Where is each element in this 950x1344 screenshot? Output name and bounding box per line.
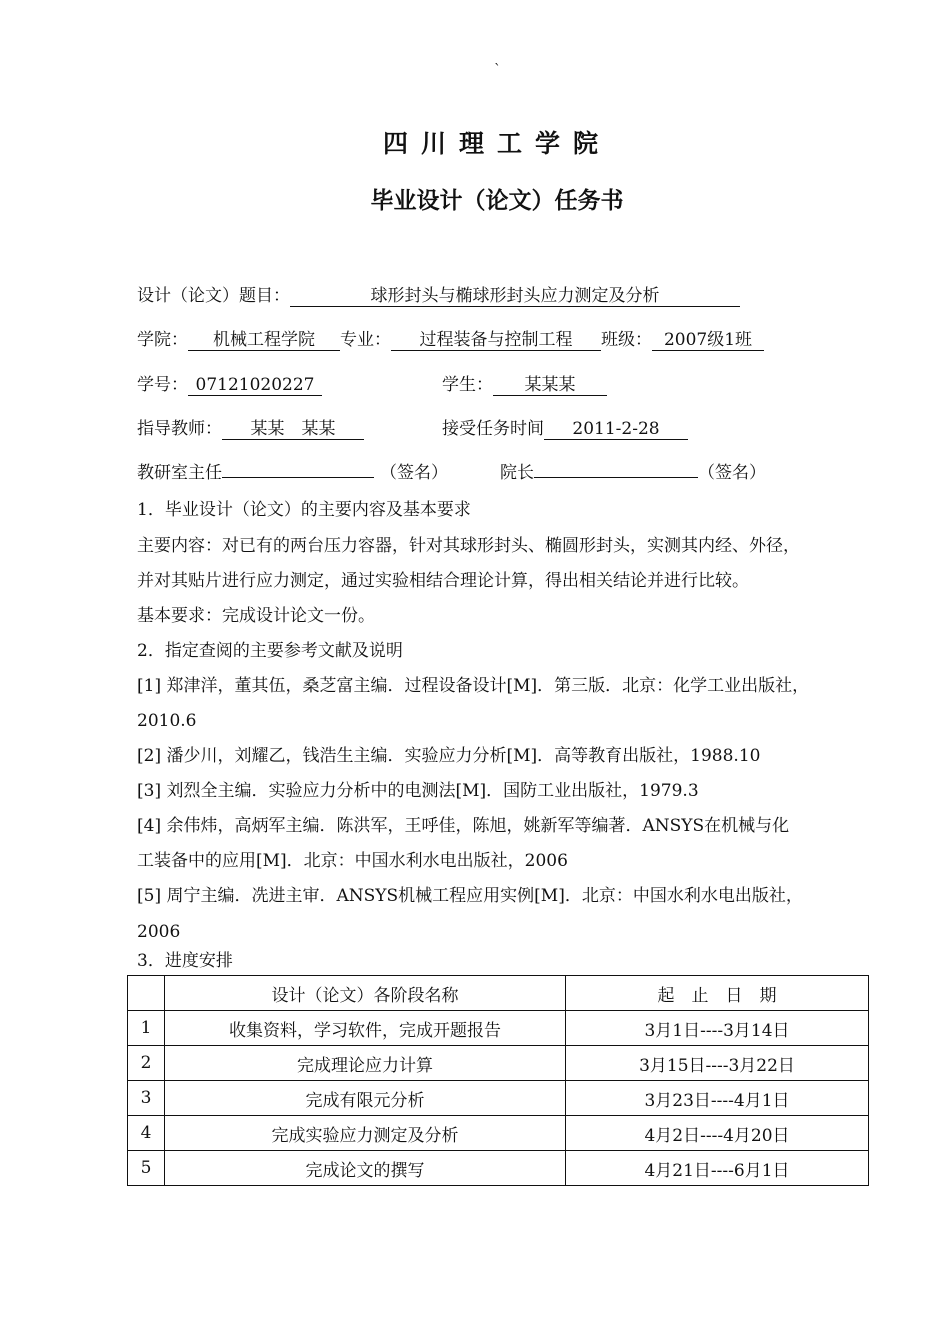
table-cell: 5 — [128, 1151, 165, 1186]
accept-label: 接受任务时间 — [442, 419, 544, 439]
table-cell: 完成有限元分析 — [165, 1081, 566, 1116]
section2-heading: 2．指定查阅的主要参考文献及说明 — [137, 641, 403, 661]
dean-sign-note: （签名） — [698, 463, 766, 483]
accept-row — [442, 418, 688, 440]
director-signature-line — [222, 477, 374, 478]
advisor-value: 某某 某某 — [222, 419, 364, 440]
document-title: 毕业设计（论文）任务书 — [370, 188, 624, 214]
topic-row — [137, 285, 740, 307]
section1-content-line1: 主要内容：对已有的两台压力容器，针对其球形封头、椭圆形封头，实测其内经、外径， — [137, 536, 800, 556]
student-value: 某某某 — [493, 375, 607, 396]
table-cell: 4月2日----4月20日 — [566, 1116, 869, 1151]
student-id-value: 07121020227 — [188, 375, 322, 396]
advisor-row — [137, 418, 364, 440]
college-value: 机械工程学院 — [188, 330, 340, 351]
director-row — [137, 462, 448, 484]
table-row — [128, 1046, 869, 1081]
table-row — [128, 1081, 869, 1116]
section1-requirement: 基本要求：完成设计论文一份。 — [137, 606, 375, 626]
table-row — [128, 1116, 869, 1151]
table-cell: 4月21日----6月1日 — [566, 1151, 869, 1186]
student-id-row — [137, 374, 322, 396]
student-label: 学生： — [442, 375, 493, 395]
table-row — [128, 1151, 869, 1186]
table-cell: 完成实验应力测定及分析 — [165, 1116, 566, 1151]
college-label: 学院： — [137, 330, 188, 350]
topic-label: 设计（论文）题目： — [137, 286, 290, 306]
director-label: 教研室主任 — [137, 463, 222, 483]
topic-value: 球形封头与椭球形封头应力测定及分析 — [290, 286, 740, 307]
header-mark: ` — [494, 62, 501, 78]
class-value: 2007级1班 — [652, 330, 764, 351]
table-cell: 3 — [128, 1081, 165, 1116]
section1-content-line2: 并对其贴片进行应力测定，通过实验相结合理论计算，得出相关结论并进行比较。 — [137, 571, 749, 591]
dean-row — [500, 462, 766, 484]
table-cell: 2 — [128, 1046, 165, 1081]
table-cell: 完成理论应力计算 — [165, 1046, 566, 1081]
reference-4-line2: 工装备中的应用[M]．北京：中国水利水电出版社，2006 — [137, 851, 568, 871]
table-header-cell: 设计（论文）各阶段名称 — [165, 976, 566, 1011]
table-cell: 收集资料，学习软件，完成开题报告 — [165, 1011, 566, 1046]
table-row — [128, 1011, 869, 1046]
table-cell: 3月15日----3月22日 — [566, 1046, 869, 1081]
director-sign-note: （签名） — [380, 463, 448, 483]
college-row — [137, 329, 764, 351]
table-cell: 完成论文的撰写 — [165, 1151, 566, 1186]
section1-heading: 1．毕业设计（论文）的主要内容及基本要求 — [137, 500, 471, 520]
class-label: 班级： — [601, 330, 652, 350]
reference-5-line1: [5] 周宁主编．冼进主审．ANSYS机械工程应用实例[M]．北京：中国水利水电出版社， — [137, 886, 803, 906]
table-cell: 1 — [128, 1011, 165, 1046]
table-cell: 4 — [128, 1116, 165, 1151]
accept-date: 2011-2-28 — [544, 419, 688, 440]
dean-label: 院长 — [500, 463, 534, 483]
table-header-row — [128, 976, 869, 1011]
section3-heading: 3．进度安排 — [137, 951, 233, 971]
school-name: 四川理工学院 — [382, 129, 611, 158]
reference-1-line1: [1] 郑津洋，董其伍，桑芝富主编．过程设备设计[M]．第三版．北京：化学工业出版社， — [137, 676, 810, 696]
table-cell: 3月1日----3月14日 — [566, 1011, 869, 1046]
table-header-cell: 起 止 日 期 — [566, 976, 869, 1011]
table-cell: 3月23日----4月1日 — [566, 1081, 869, 1116]
major-label: 专业： — [340, 330, 391, 350]
student-row — [442, 374, 607, 396]
reference-4-line1: [4] 余伟炜，高炳军主编．陈洪军，王呼佳，陈旭，姚新军等编著．ANSYS在机械与化 — [137, 816, 790, 836]
reference-3: [3] 刘烈全主编．实验应力分析中的电测法[M]．国防工业出版社，1979.3 — [137, 781, 699, 801]
table-header-cell — [128, 976, 165, 1011]
reference-1-line2: 2010.6 — [137, 711, 197, 731]
reference-5-line2: 2006 — [137, 922, 181, 942]
advisor-label: 指导教师： — [137, 419, 222, 439]
major-value: 过程装备与控制工程 — [391, 330, 601, 351]
schedule-table — [127, 975, 869, 1186]
student-id-label: 学号： — [137, 375, 188, 395]
dean-signature-line — [534, 477, 698, 478]
reference-2: [2] 潘少川，刘耀乙，钱浩生主编．实验应力分析[M]．高等教育出版社，1988.10 — [137, 746, 761, 766]
